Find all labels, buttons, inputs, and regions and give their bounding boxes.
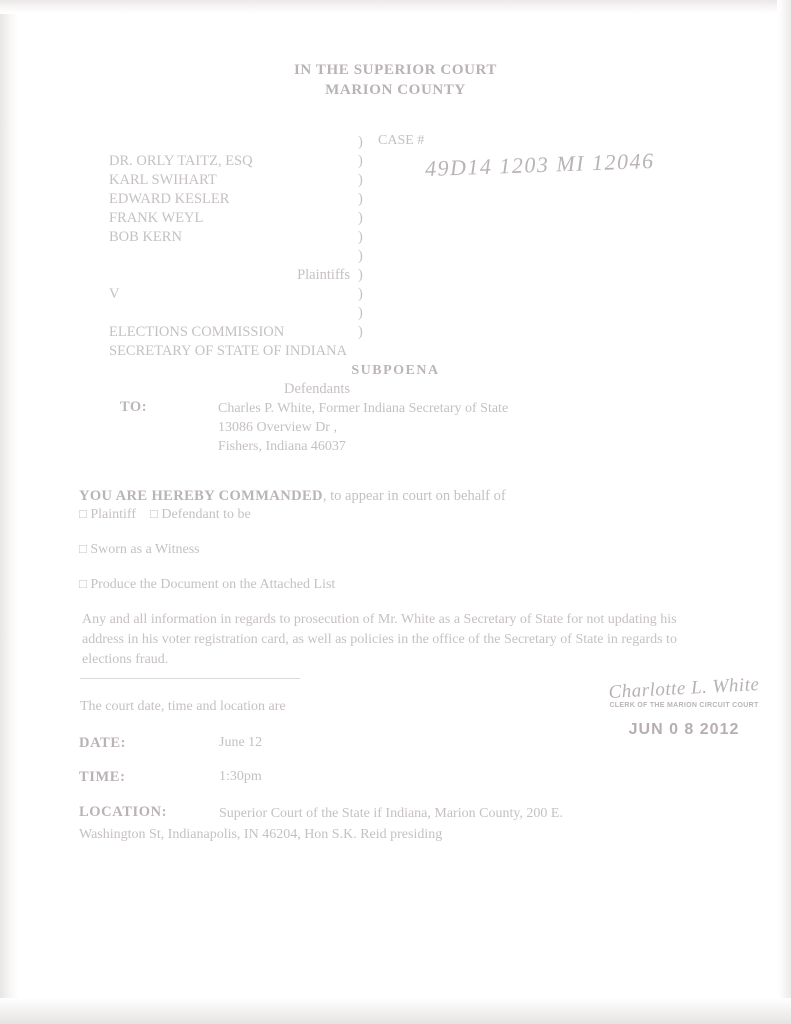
command-bold-text: YOU ARE HEREBY COMMANDED [79,488,323,504]
date-value: June 12 [219,735,263,750]
command-option-row-1 [79,506,251,523]
clerk-stamp-caption: CLERK OF THE MARION CIRCUIT COURT [609,702,759,709]
checkbox-icon[interactable]: □ [150,506,158,521]
caption-paren: ) [358,248,363,264]
checkbox-icon[interactable]: □ [79,576,87,591]
caption-row [80,190,720,226]
defendants-label: Defendants [283,381,350,397]
court-title-line-2: MARION COUNTY [325,82,466,98]
subpoena-statement: Any and all information in regards to prosecution of Mr. White as a Secretary of State for not updating his address in his voter registration card, as well as policies in the office of the Secretary of State in regards to elections fraud. [82,612,677,667]
command-paragraph [79,487,719,506]
clerk-signature: Charlotte L. White [608,674,760,703]
recipient-name: Charles P. White, Former Indiana Secretary of State [218,401,509,416]
caption-paren: ) [358,172,363,188]
option-plaintiff-label: Plaintiff [90,507,136,522]
case-number-label: CASE # [378,133,425,148]
plaintiff-name-4: FRANK WEYL [109,210,204,226]
page-title: SUBPOENA [351,363,440,378]
clerk-stamp-date: JUN 0 8 2012 [628,721,740,738]
plaintiff-name-1: DR. ORLY TAITZ, ESQ [109,153,253,169]
caption-paren: ) [358,210,363,226]
option-sworn-label: Sworn as a Witness [90,542,200,557]
plaintiffs-label: Plaintiffs [297,267,350,283]
caption-row [80,228,720,283]
command-option-row-3 [79,576,335,593]
caption-paren: ) [358,305,363,321]
caption-row [80,266,720,302]
defendant-name-1: ELECTIONS COMMISSION [109,324,285,340]
recipient-block [218,399,508,456]
recipient-address-line-1: 13086 Overview Dr , [218,420,337,435]
caption-paren: ) [358,229,363,245]
section-divider [80,678,300,679]
location-value-line-1: Superior Court of the State if Indiana, Marion County, 200 E. [219,806,563,821]
caption-paren: ) [358,134,363,150]
checkbox-icon[interactable]: □ [79,506,87,521]
court-date-intro: The court date, time and location are [80,699,286,714]
command-rest-text: , to appear in court on behalf of [322,488,506,504]
caption-paren: ) [358,286,363,302]
recipient-address-line-2: Fishers, Indiana 46037 [218,439,346,454]
date-label: DATE: [79,735,127,751]
plaintiff-name-3: EDWARD KESLER [109,191,230,207]
recipient-label: TO: [120,399,148,415]
court-title [0,62,791,99]
caption-paren: ) [358,324,363,340]
location-value-line-2: Washington St, Indianapolis, IN 46204, Hon S.K. Reid presiding [79,827,443,842]
time-value: 1:30pm [219,769,262,784]
location-label: LOCATION: [79,804,168,820]
caption-row [80,209,720,245]
command-option-row-2 [79,541,200,558]
plaintiff-name-2: KARL SWIHART [109,172,217,188]
caption-row [80,323,720,359]
checkbox-icon[interactable]: □ [79,541,87,556]
option-defendant-label: Defendant to be [161,507,251,522]
plaintiff-name-5: BOB KERN [109,229,182,245]
court-title-line-1: IN THE SUPERIOR COURT [293,62,498,78]
versus-label: V [109,286,120,302]
case-number-handwritten: 49D14 1203 MI 12046 [424,148,655,181]
option-produce-label: Produce the Document on the Attached List [90,577,336,592]
caption-paren: ) [358,267,363,283]
time-label: TIME: [79,769,126,785]
caption-row [80,247,720,266]
defendant-name-2: SECRETARY OF STATE OF INDIANA [109,343,348,359]
caption-row [80,304,720,340]
caption-paren: ) [358,191,363,207]
caption-paren: ) [358,153,363,169]
clerk-stamp [604,674,764,739]
caption-row [80,285,720,304]
